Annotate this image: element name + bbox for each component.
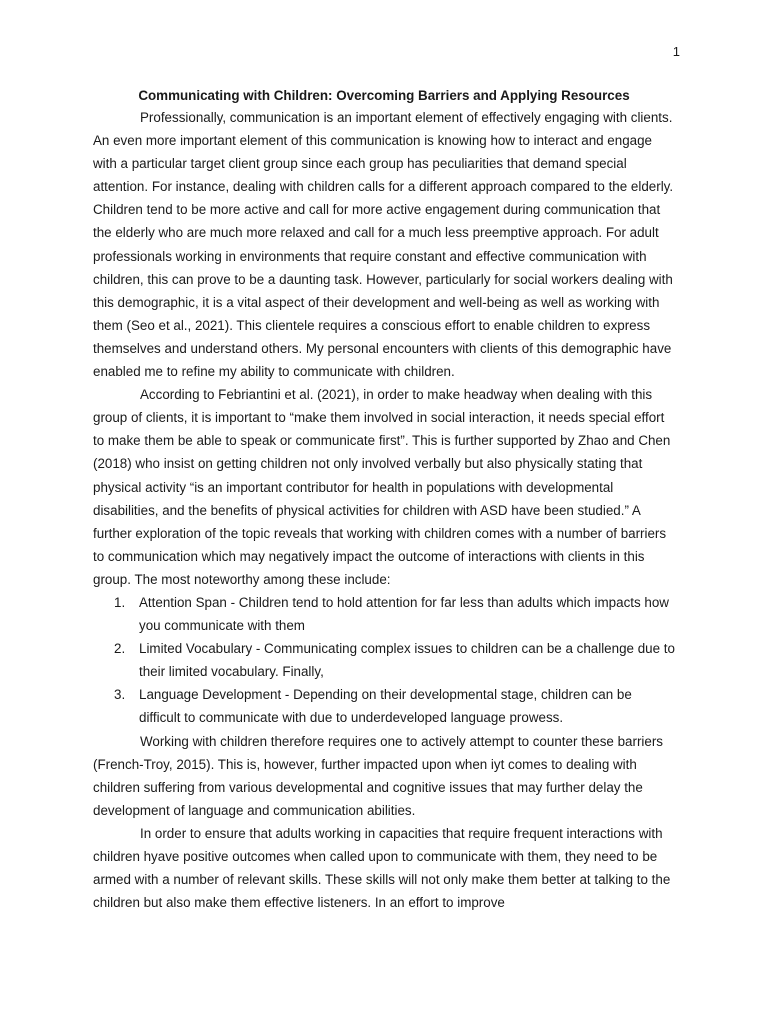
list-item-number: 2. xyxy=(114,641,126,657)
list-item-text: Attention Span - Children tend to hold attention for far less than adults which impacts how you communicate with them xyxy=(139,594,669,634)
paragraph: Working with children therefore requires one to actively attempt to counter these barriers (French-Troy, 2015). This is, however, further impacted upon when iyt comes to dealing with children suffering from various developmental and cognitive issues that may further delay the development of language and communication abilities. xyxy=(93,733,663,818)
list-item xyxy=(93,591,675,637)
list-item xyxy=(93,683,675,729)
list-item-number: 3. xyxy=(114,687,126,703)
barriers-list xyxy=(93,591,675,730)
list-item-text: Language Development - Depending on their developmental stage, children can be difficult to communicate with due to underdeveloped language prowess. xyxy=(139,687,632,726)
page-number: 1 xyxy=(672,44,680,59)
document-title: Communicating with Children: Overcoming Barriers and Applying Resources xyxy=(138,88,630,103)
document-body xyxy=(93,86,675,914)
list-item xyxy=(93,637,675,683)
paragraph: In order to ensure that adults working in capacities that require frequent interactions with children hyave positive outcomes when called upon to communicate with them, they need to be armed with a number of relevant skills. These skills will not only make them better at talking to the children but also make them effective listeners. In an effort to improve xyxy=(93,825,671,911)
list-item-text: Limited Vocabulary - Communicating complex issues to children can be a challenge due to their limited vocabulary. Finally, xyxy=(139,641,675,680)
list-item-number: 1. xyxy=(114,594,126,610)
paragraph: Professionally, communication is an important element of effectively engaging with clients. An even more important element of this communication is knowing how to interact and engage with a particular target client group since each group has peculiarities that demand special attention. For instance, dealing with children calls for a different approach compared to the elderly. Children tend to be more active and call for more active engagement during communication that the elderly who are much more relaxed and call for a much less preemptive approach. For adult professionals working in environments that require constant and effective communication with children, this can prove to be a daunting task. However, particularly for social workers dealing with this demographic, it is a vital aspect of their development and well-being as well as working with them (Seo et al., 2021). This clientele requires a conscious effort to enable children to express themselves and understand others. My personal encounters with clients of this demographic have enabled me to refine my ability to communicate with children. xyxy=(93,110,674,380)
paragraph: According to Febriantini et al. (2021), in order to make headway when dealing with this group of clients, it is important to “make them involved in social interaction, it needs special effort to make them be able to speak or communicate first”. This is further supported by Zhao and Chen (2018) who insist on getting children not only involved verbally but also physically stating that physical activity “is an important contributor for health in populations with developmental disabilities, and the benefits of physical activities for children with ASD have been studied.” A further exploration of the topic reveals that working with children comes with a number of barriers to communication which may negatively impact the outcome of interactions with clients in this group. The most noteworthy among these include: xyxy=(93,387,671,587)
